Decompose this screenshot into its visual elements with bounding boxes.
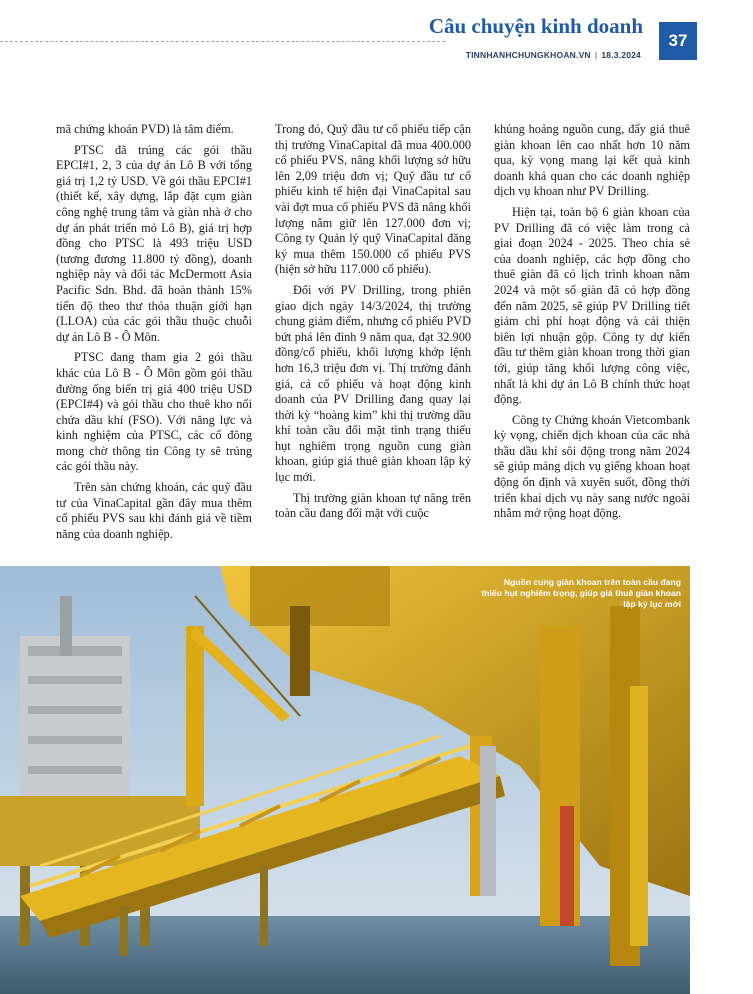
drilling-platform-photo [0,566,690,994]
paragraph: khủng hoảng nguồn cung, đẩy giá thuê giàn khoan lên cao nhất hơn 10 năm qua, kỳ vọng mang lại kết quả kinh doanh khả quan cho các doanh nghiệp dịch vụ khoan như PV Drilling. [494,122,690,199]
photo-caption: Nguồn cung giàn khoan trên toàn cầu đang thiếu hụt nghiêm trọng, giúp giá thuê giàn khoan lập kỷ lục mới [481,577,681,609]
paragraph: Hiện tại, toàn bộ 6 giàn khoan của PV Drilling đã có việc làm trong cả giai đoạn 2024 - 2025. Theo chia sẻ của doanh nghiệp, các hợp đồng cho thuê giàn đã có lịch trình khoan năm 2024 và một số giàn đã có hợp đồng đến năm 2025, sẽ giúp PV Drilling tiết giảm chi phí hoạt động và cải thiện biên lợi nhuận gộp. Công ty dự kiến đầu tư thêm giàn khoan trong thời gian tới, giúp tăng khối lượng công việc, nhất là khi dự án Lô B chính thức hoạt động. [494,204,690,407]
paragraph: PTSC đã trúng các gói thầu EPCI#1, 2, 3 của dự án Lô B với tổng giá trị 1,2 tỷ USD. Về gói thầu EPCI#1 (thiết kế, xây dựng, lắp đặt cụm giàn công nghệ trung tâm và giàn nhà ở cho dự án phát triển mỏ Lô B), giá trị hợp đồng cho PTSC là 493 triệu USD (tương đương 11.800 tỷ đồng), doanh nghiệp này và đối tác McDermott Asia Pacific Sdn. Bhd. đã hoàn thành 15% tiến độ theo thư thỏa thuận giới hạn (LLOA) của các gói thầu thuộc chuỗi dự án Lô B - Ô Môn. [56,142,252,344]
article-column-3 [494,122,690,550]
paragraph: Thị trường giàn khoan tự nâng trên toàn cầu đang đối mặt với cuộc [275,490,471,521]
paragraph: PTSC đang tham gia 2 gói thầu khác của Lô B - Ô Môn gồm gói thầu đường ống biển trị giá 400 triệu USD (EPCI#4) và gói thầu cho thuê kho nổi chứa dầu khí (FSO). Với năng lực và kinh nghiệm của PTSC, các cổ đông mong chờ thông tin Công ty sẽ trúng các gói thầu này. [56,350,252,474]
page-number: 37 [659,22,697,60]
issue-date: 18.3.2024 [601,50,641,60]
paragraph: mã chứng khoán PVD) là tâm điểm. [56,122,234,136]
page-header [0,0,753,66]
paragraph: Công ty Chứng khoán Vietcombank kỳ vọng, chiến dịch khoan của các nhà thầu dầu khí sôi động trong năm 2024 sẽ giúp mảng dịch vụ giếng khoan hoạt động ổn định và xuyên suốt, đồng thời triển khai dịch vụ này sang nước ngoài nhằm mở rộng hoạt động. [494,412,690,521]
platform-illustration [0,566,690,994]
article-body [56,122,690,550]
paragraph: Trên sàn chứng khoán, các quỹ đầu tư của VinaCapital gần đây mua thêm cổ phiếu PVS sau khi đánh giá về tiềm năng của doanh nghiệp. [56,480,252,541]
separator: | [594,50,598,60]
site-name[interactable]: TINNHANHCHUNGKHOAN.VN [465,50,591,60]
paragraph: Đối với PV Drilling, trong phiên giao dịch ngày 14/3/2024, thị trường chung giảm điểm, nhưng cổ phiếu PVD bứt phá lên đỉnh 9 năm qua, đạt 32.900 đồng/cổ phiếu, khối lượng khớp lệnh hơn 16,3 triệu đơn vị. Thị trường đánh giá, cả cổ phiếu và hoạt động kinh doanh của PV Drilling đang quay lại thời kỳ “hoàng kim” khi thị trường dầu khí toàn cầu đối mặt tình trạng thiếu hụt nghiêm trọng nguồn cung giàn khoan, giúp giá thuê giàn khoan lập kỷ lục mới. [275,282,471,485]
sea [0,916,690,994]
section-title: Câu chuyện kinh doanh [428,14,643,38]
article-column-2 [275,122,471,550]
article-column-1 [56,122,252,550]
publication-line [466,50,641,60]
paragraph: Trong đó, Quỹ đầu tư cổ phiếu tiếp cận thị trường VinaCapital đã mua 400.000 cổ phiếu PVS, nâng khối lượng sở hữu lên 2,09 triệu đơn vị; Quỹ đầu tư cổ phiếu kinh tế hiện đại VinaCapital sau vài đợt mua cổ phiếu PVS đã nâng khối lượng nắm giữ lên 127.000 đơn vị; Công ty Quản lý quỹ VinaCapital đăng ký mua thêm 150.000 cổ phiếu PVS (hiện sở hữu 117.000 cổ phiếu). [275,122,471,277]
header-dashed-rule [0,41,445,42]
